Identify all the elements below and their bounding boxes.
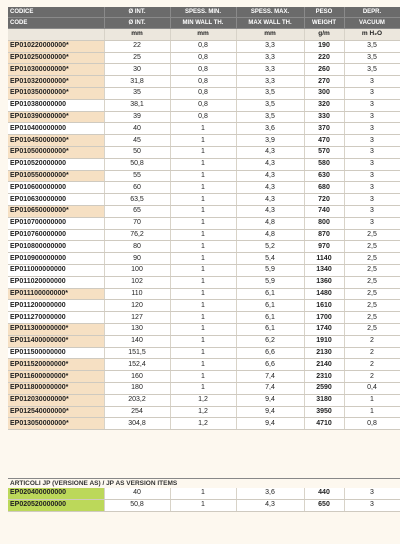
cell-vacuum: 3: [344, 135, 400, 147]
header-weight-it: PESO: [304, 7, 344, 18]
cell-min-wall: 0,8: [170, 52, 236, 64]
cell-max-wall: 9,4: [236, 406, 304, 418]
table-row: [8, 111, 400, 123]
cell-min-wall: 1,2: [170, 394, 236, 406]
cell-diameter: 130: [104, 323, 170, 335]
cell-code: EP010390000000*: [8, 111, 104, 123]
cell-code: EP011200000000: [8, 300, 104, 312]
cell-weight: 470: [304, 135, 344, 147]
table-row: [8, 40, 400, 52]
cell-vacuum: 3: [344, 205, 400, 217]
cell-weight: 270: [304, 76, 344, 88]
cell-max-wall: 3,3: [236, 76, 304, 88]
cell-vacuum: 2: [344, 347, 400, 359]
cell-diameter: 35: [104, 87, 170, 99]
cell-max-wall: 4,3: [236, 170, 304, 182]
cell-diameter: 100: [104, 264, 170, 276]
cell-vacuum: 3: [344, 499, 400, 511]
table-row: [8, 123, 400, 135]
cell-min-wall: 0,8: [170, 64, 236, 76]
cell-code: EP010520000000: [8, 158, 104, 170]
cell-min-wall: 1: [170, 276, 236, 288]
cell-weight: 630: [304, 170, 344, 182]
cell-diameter: 25: [104, 52, 170, 64]
cell-max-wall: 9,4: [236, 394, 304, 406]
cell-code: EP020520000000: [8, 499, 104, 511]
table-row: [8, 64, 400, 76]
cell-diameter: 63,5: [104, 194, 170, 206]
cell-diameter: 50,8: [104, 158, 170, 170]
table-row: [8, 253, 400, 265]
cell-weight: 680: [304, 182, 344, 194]
cell-vacuum: 2,5: [344, 264, 400, 276]
cell-max-wall: 3,6: [236, 488, 304, 499]
cell-code: EP011000000000: [8, 264, 104, 276]
cell-vacuum: 3: [344, 111, 400, 123]
cell-max-wall: 3,5: [236, 99, 304, 111]
header-min-wall-it: SPESS. MIN.: [170, 7, 236, 18]
cell-code: EP010300000000*: [8, 64, 104, 76]
cell-weight: 1740: [304, 323, 344, 335]
cell-diameter: 50,8: [104, 499, 170, 511]
cell-max-wall: 6,2: [236, 335, 304, 347]
cell-vacuum: 3,5: [344, 64, 400, 76]
cell-vacuum: 1: [344, 394, 400, 406]
cell-min-wall: 0,8: [170, 40, 236, 52]
cell-code: EP010220000000*: [8, 40, 104, 52]
cell-weight: 650: [304, 499, 344, 511]
cell-vacuum: 3: [344, 99, 400, 111]
header-vacuum-it: DEPR.: [344, 7, 400, 18]
header-code-it: CODICE: [8, 7, 104, 18]
cell-max-wall: 6,1: [236, 300, 304, 312]
cell-vacuum: 3: [344, 488, 400, 499]
cell-code: EP020400000000: [8, 488, 104, 499]
header-max-wall-it: SPESS. MAX.: [236, 7, 304, 18]
cell-max-wall: 3,3: [236, 52, 304, 64]
table-row: [8, 359, 400, 371]
cell-vacuum: 3: [344, 182, 400, 194]
cell-weight: 1910: [304, 335, 344, 347]
table-row: [8, 182, 400, 194]
cell-min-wall: 1,2: [170, 406, 236, 418]
cell-weight: 440: [304, 488, 344, 499]
cell-weight: 1480: [304, 288, 344, 300]
table-row: [8, 170, 400, 182]
cell-diameter: 31,8: [104, 76, 170, 88]
cell-vacuum: 3: [344, 123, 400, 135]
cell-diameter: 254: [104, 406, 170, 418]
cell-weight: 800: [304, 217, 344, 229]
cell-min-wall: 1: [170, 229, 236, 241]
cell-weight: 570: [304, 146, 344, 158]
cell-weight: 370: [304, 123, 344, 135]
cell-min-wall: 1: [170, 323, 236, 335]
cell-vacuum: 3: [344, 170, 400, 182]
cell-code: EP011300000000*: [8, 323, 104, 335]
cell-code: EP012030000000*: [8, 394, 104, 406]
cell-vacuum: 2: [344, 335, 400, 347]
cell-max-wall: 3,9: [236, 135, 304, 147]
cell-min-wall: 1: [170, 205, 236, 217]
cell-vacuum: 2,5: [344, 253, 400, 265]
cell-weight: 740: [304, 205, 344, 217]
table-row: [8, 87, 400, 99]
cell-max-wall: 4,3: [236, 499, 304, 511]
cell-code: EP010400000000: [8, 123, 104, 135]
cell-max-wall: 6,1: [236, 323, 304, 335]
cell-max-wall: 4,3: [236, 158, 304, 170]
cell-max-wall: 3,6: [236, 123, 304, 135]
header-vacuum-en: VACUUM: [344, 18, 400, 29]
cell-min-wall: 1: [170, 312, 236, 324]
cell-code: EP010630000000: [8, 194, 104, 206]
table-row: [8, 76, 400, 88]
cell-code: EP010250000000*: [8, 52, 104, 64]
table-row: [8, 371, 400, 383]
cell-diameter: 65: [104, 205, 170, 217]
table-body: [8, 40, 400, 429]
cell-weight: 300: [304, 87, 344, 99]
cell-code: EP010650000000*: [8, 205, 104, 217]
cell-diameter: 120: [104, 300, 170, 312]
cell-min-wall: 1: [170, 135, 236, 147]
cell-min-wall: 1: [170, 371, 236, 383]
cell-diameter: 110: [104, 288, 170, 300]
cell-min-wall: 1: [170, 488, 236, 499]
cell-weight: 4710: [304, 418, 344, 430]
cell-min-wall: 1: [170, 146, 236, 158]
cell-vacuum: 2,5: [344, 241, 400, 253]
cell-max-wall: 6,1: [236, 312, 304, 324]
cell-max-wall: 6,1: [236, 288, 304, 300]
cell-min-wall: 1: [170, 264, 236, 276]
cell-code: EP010800000000: [8, 241, 104, 253]
product-spec-table: [8, 7, 400, 430]
cell-max-wall: 3,3: [236, 40, 304, 52]
cell-min-wall: 1: [170, 253, 236, 265]
cell-code: EP010900000000: [8, 253, 104, 265]
header-row-it: [8, 7, 400, 18]
unit-weight: g/m: [304, 29, 344, 41]
cell-weight: 2130: [304, 347, 344, 359]
unit-min-wall: mm: [170, 29, 236, 41]
cell-max-wall: 4,3: [236, 205, 304, 217]
cell-vacuum: 3: [344, 146, 400, 158]
cell-vacuum: 3: [344, 217, 400, 229]
unit-vacuum: m H₂O: [344, 29, 400, 41]
cell-diameter: 80: [104, 241, 170, 253]
cell-max-wall: 4,3: [236, 194, 304, 206]
header-row-en: [8, 18, 400, 29]
cell-weight: 220: [304, 52, 344, 64]
cell-code: EP011800000000*: [8, 382, 104, 394]
cell-code: EP010380000000: [8, 99, 104, 111]
cell-weight: 1340: [304, 264, 344, 276]
cell-code: EP011600000000*: [8, 371, 104, 383]
cell-diameter: 90: [104, 253, 170, 265]
cell-vacuum: 3: [344, 194, 400, 206]
cell-diameter: 127: [104, 312, 170, 324]
cell-weight: 2310: [304, 371, 344, 383]
cell-diameter: 140: [104, 335, 170, 347]
header-diameter-en: Ø INT.: [104, 18, 170, 29]
cell-diameter: 304,8: [104, 418, 170, 430]
cell-max-wall: 5,9: [236, 264, 304, 276]
cell-diameter: 55: [104, 170, 170, 182]
header-max-wall-en: MAX WALL TH.: [236, 18, 304, 29]
cell-weight: 3180: [304, 394, 344, 406]
cell-weight: 190: [304, 40, 344, 52]
table-row: [8, 335, 400, 347]
cell-min-wall: 0,8: [170, 87, 236, 99]
table-row: [8, 300, 400, 312]
cell-max-wall: 7,4: [236, 371, 304, 383]
unit-max-wall: mm: [236, 29, 304, 41]
cell-vacuum: 2: [344, 371, 400, 383]
cell-diameter: 151,5: [104, 347, 170, 359]
cell-diameter: 38,1: [104, 99, 170, 111]
cell-vacuum: 0,8: [344, 418, 400, 430]
cell-vacuum: 2: [344, 359, 400, 371]
cell-code: EP010450000000*: [8, 135, 104, 147]
cell-weight: 580: [304, 158, 344, 170]
cell-vacuum: 2,5: [344, 229, 400, 241]
cell-max-wall: 3,5: [236, 111, 304, 123]
table-row: [8, 499, 400, 511]
cell-max-wall: 7,4: [236, 382, 304, 394]
cell-diameter: 40: [104, 123, 170, 135]
cell-min-wall: 1: [170, 123, 236, 135]
table-row: [8, 347, 400, 359]
cell-vacuum: 2,5: [344, 323, 400, 335]
cell-max-wall: 6,6: [236, 347, 304, 359]
cell-max-wall: 5,9: [236, 276, 304, 288]
table-row: [8, 288, 400, 300]
cell-diameter: 102: [104, 276, 170, 288]
cell-diameter: 50: [104, 146, 170, 158]
cell-vacuum: 3: [344, 158, 400, 170]
header-code-en: CODE: [8, 18, 104, 29]
cell-code: EP011400000000*: [8, 335, 104, 347]
cell-max-wall: 4,3: [236, 182, 304, 194]
table-row: [8, 418, 400, 430]
cell-min-wall: 1: [170, 499, 236, 511]
cell-min-wall: 1: [170, 158, 236, 170]
cell-max-wall: 4,3: [236, 146, 304, 158]
unit-diameter: mm: [104, 29, 170, 41]
cell-code: EP011520000000*: [8, 359, 104, 371]
cell-diameter: 160: [104, 371, 170, 383]
cell-code: EP010700000000: [8, 217, 104, 229]
cell-code: EP011100000000*: [8, 288, 104, 300]
cell-code: EP013050000000*: [8, 418, 104, 430]
cell-min-wall: 1,2: [170, 418, 236, 430]
cell-vacuum: 2,5: [344, 300, 400, 312]
unit-code: [8, 29, 104, 41]
units-row: [8, 29, 400, 41]
table-row: [8, 406, 400, 418]
table-row: [8, 382, 400, 394]
cell-vacuum: 2,5: [344, 276, 400, 288]
cell-weight: 320: [304, 99, 344, 111]
table-row: [8, 276, 400, 288]
cell-min-wall: 1: [170, 347, 236, 359]
cell-min-wall: 1: [170, 194, 236, 206]
cell-code: EP010500000000*: [8, 146, 104, 158]
cell-max-wall: 3,5: [236, 87, 304, 99]
jp-items-table: [8, 488, 400, 512]
cell-vacuum: 3: [344, 76, 400, 88]
cell-vacuum: 3,5: [344, 40, 400, 52]
cell-code: EP010350000000*: [8, 87, 104, 99]
cell-weight: 1610: [304, 300, 344, 312]
cell-code: EP012540000000*: [8, 406, 104, 418]
cell-weight: 2140: [304, 359, 344, 371]
cell-weight: 1140: [304, 253, 344, 265]
cell-code: EP010600000000: [8, 182, 104, 194]
cell-diameter: 203,2: [104, 394, 170, 406]
table-row: [8, 229, 400, 241]
jp-section-title: ARTICOLI JP (VERSIONE AS) / JP AS VERSION ITEMS: [8, 478, 400, 488]
cell-min-wall: 1: [170, 170, 236, 182]
cell-max-wall: 4,8: [236, 217, 304, 229]
cell-code: EP010760000000: [8, 229, 104, 241]
cell-vacuum: 3: [344, 87, 400, 99]
header-diameter-it: Ø INT.: [104, 7, 170, 18]
cell-weight: 1700: [304, 312, 344, 324]
cell-weight: 330: [304, 111, 344, 123]
cell-weight: 970: [304, 241, 344, 253]
cell-weight: 720: [304, 194, 344, 206]
table-row: [8, 135, 400, 147]
cell-weight: 3950: [304, 406, 344, 418]
jp-table-body: [8, 488, 400, 511]
cell-code: EP011500000000: [8, 347, 104, 359]
cell-vacuum: 0,4: [344, 382, 400, 394]
cell-min-wall: 1: [170, 382, 236, 394]
table-row: [8, 158, 400, 170]
cell-code: EP011270000000: [8, 312, 104, 324]
cell-weight: 870: [304, 229, 344, 241]
cell-code: EP010320000000*: [8, 76, 104, 88]
table-row: [8, 194, 400, 206]
cell-min-wall: 0,8: [170, 99, 236, 111]
cell-code: EP010550000000*: [8, 170, 104, 182]
cell-diameter: 39: [104, 111, 170, 123]
table-row: [8, 52, 400, 64]
table-row: [8, 394, 400, 406]
cell-min-wall: 0,8: [170, 76, 236, 88]
header-weight-en: WEIGHT: [304, 18, 344, 29]
cell-diameter: 180: [104, 382, 170, 394]
cell-min-wall: 1: [170, 182, 236, 194]
cell-diameter: 22: [104, 40, 170, 52]
cell-min-wall: 1: [170, 241, 236, 253]
cell-vacuum: 3,5: [344, 52, 400, 64]
cell-vacuum: 2,5: [344, 312, 400, 324]
cell-min-wall: 1: [170, 300, 236, 312]
cell-min-wall: 1: [170, 335, 236, 347]
cell-diameter: 152,4: [104, 359, 170, 371]
cell-diameter: 60: [104, 182, 170, 194]
table-row: [8, 488, 400, 499]
cell-max-wall: 5,2: [236, 241, 304, 253]
cell-max-wall: 5,4: [236, 253, 304, 265]
cell-vacuum: 1: [344, 406, 400, 418]
table-row: [8, 146, 400, 158]
table-row: [8, 205, 400, 217]
cell-max-wall: 3,3: [236, 64, 304, 76]
cell-weight: 2590: [304, 382, 344, 394]
table-row: [8, 99, 400, 111]
cell-weight: 260: [304, 64, 344, 76]
cell-diameter: 70: [104, 217, 170, 229]
cell-min-wall: 1: [170, 217, 236, 229]
cell-max-wall: 6,6: [236, 359, 304, 371]
cell-diameter: 45: [104, 135, 170, 147]
cell-diameter: 30: [104, 64, 170, 76]
cell-diameter: 76,2: [104, 229, 170, 241]
cell-min-wall: 1: [170, 288, 236, 300]
header-min-wall-en: MIN WALL TH.: [170, 18, 236, 29]
cell-min-wall: 0,8: [170, 111, 236, 123]
cell-max-wall: 9,4: [236, 418, 304, 430]
table-row: [8, 217, 400, 229]
cell-min-wall: 1: [170, 359, 236, 371]
table-row: [8, 323, 400, 335]
table-row: [8, 312, 400, 324]
table-row: [8, 241, 400, 253]
cell-diameter: 40: [104, 488, 170, 499]
table-row: [8, 264, 400, 276]
cell-vacuum: 2,5: [344, 288, 400, 300]
cell-code: EP011020000000: [8, 276, 104, 288]
cell-weight: 1360: [304, 276, 344, 288]
cell-max-wall: 4,8: [236, 229, 304, 241]
